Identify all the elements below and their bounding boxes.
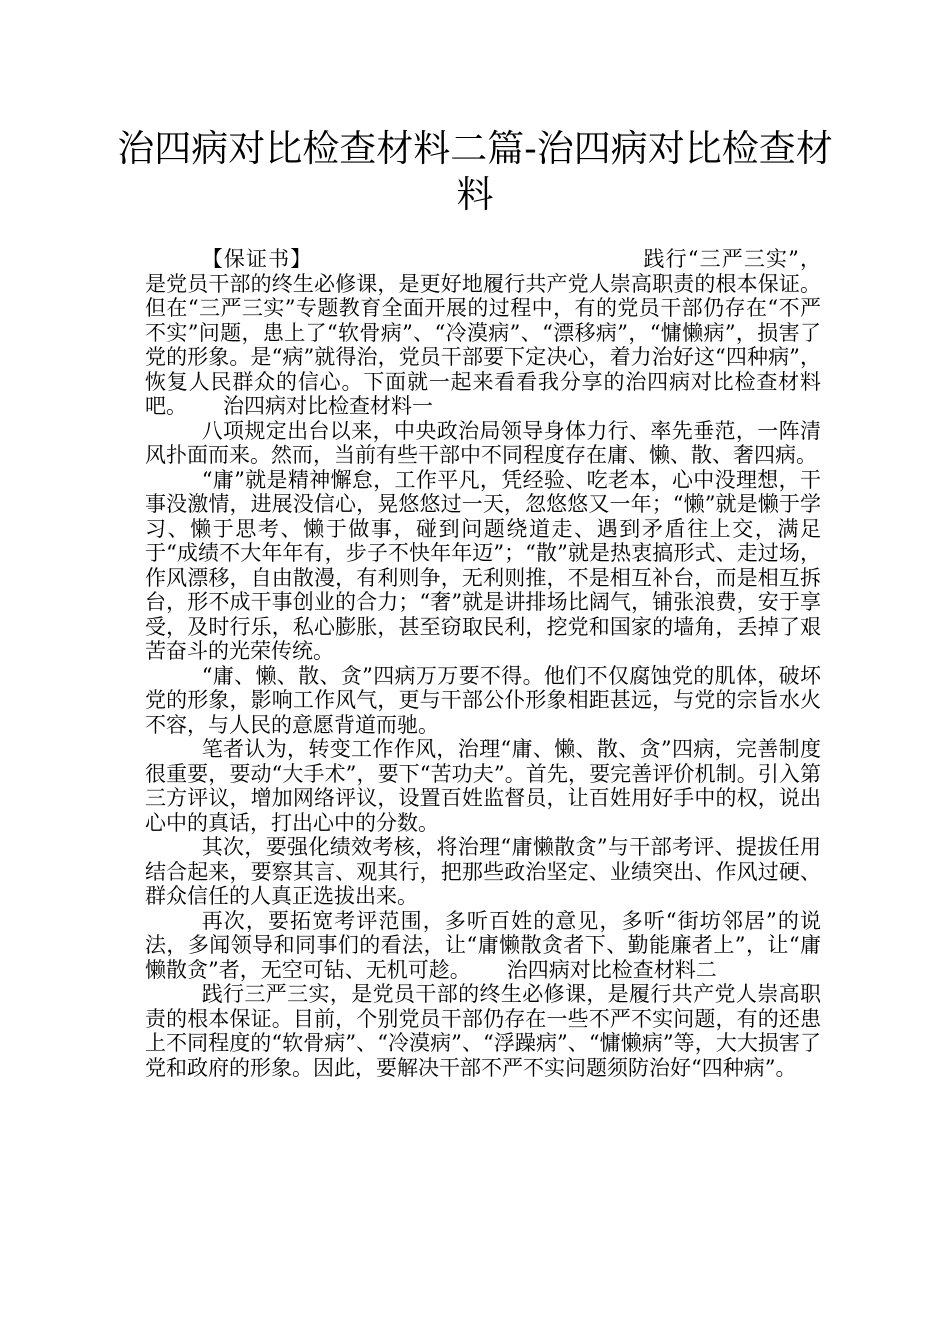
intro-label: 【保证书】 [201,247,313,271]
paragraph: “庸、懒、散、贪”四病万万要不得。他们不仅腐蚀党的肌体，破坏党的形象，影响工作风气，更与干部公仆形象相距甚远，与党的宗旨水火不容，与人民的意愿背道而驰。 [145,663,821,737]
paragraph-text: 再次，要拓宽考评范围，多听百姓的意见，多听“街坊邻居”的说法，多闻领导和同事们的看法，让“庸懒散贪者下、勤能廉者上”，让“庸懒散贪”者，无空可钻、无机可趁。 [145,908,821,982]
section-heading-2: 治四病对比检查材料二 [506,957,717,982]
paragraph [145,909,821,983]
intro-text: 践行“三严三实”，是党员干部的终生必修课，是更好地履行共产党人崇高职责的根本保证。但在“三严三实”专题教育全面开展的过程中，有的党员干部仍存在“不严不实”问题，患上了“软骨病”、“冷漠病”、“漂移病”，“慵懒病”，损害了党的形象。是“病”就得治，党员干部要下定决心，着力治好这“四种病”，恢复人民群众的信心。下面就一起来看看我分享的治四病对比检查材料吧。 [145,247,821,418]
paragraph: “庸”就是精神懈怠，工作平凡，凭经验、吃老本，心中没理想，干事没激情，进展没信心，晃悠悠过一天，忽悠悠又一年；“懒”就是懒于学习、懒于思考、懒于做事，碰到问题绕道走、遇到矛盾往上交，满足于“成绩不大年年有，步子不快年年迈”；“散”就是热衷搞形式、走过场，作风漂移，自由散漫，有利则争，无利则推，不是相互补台，而是相互拆台，形不成干事创业的合力；“奢”就是讲排场比阔气，铺张浪费，安于享受，及时行乐，私心膨胀，甚至窃取民利，挖党和国家的墙角，丢掉了艰苦奋斗的光荣传统。 [145,467,822,663]
document-body [145,247,821,1080]
section-heading-1: 治四病对比检查材料一 [223,394,433,418]
paragraph: 笔者认为，转变工作作风，治理“庸、懒、散、贪”四病，完善制度很重要，要动“大手术”，要下“苦功夫”。首先，要完善评价机制。引入第三方评议，增加网络评议，设置百姓监督员，让百姓用好手中的权，说出心中的真话，打出心中的分数。 [145,737,821,835]
paragraph: 践行三严三实，是党员干部的终生必修课，是履行共产党人崇高职责的根本保证。目前，个别党员干部仍存在一些不严不实问题，有的还患上不同程度的“软骨病”、“冷漠病”、“浮躁病”、“慵懒病”等，大大损害了党和政府的形象。因此，要解决干部不严不实问题须防治好“四种病”。 [145,982,821,1080]
document-title: 治四病对比检查材料二篇-治四病对比检查材料 [117,127,833,216]
intro-paragraph [145,247,821,419]
paragraph: 八项规定出台以来，中央政治局领导身体力行、率先垂范，一阵清风扑面而来。然而，当前有些干部中不同程度存在庸、懒、散、奢四病。 [145,418,821,467]
paragraph: 其次，要强化绩效考核，将治理“庸懒散贪”与干部考评、提拔任用结合起来，要察其言、观其行，把那些政治坚定、业绩突出、作风过硬、群众信任的人真正选拔出来。 [145,835,821,908]
